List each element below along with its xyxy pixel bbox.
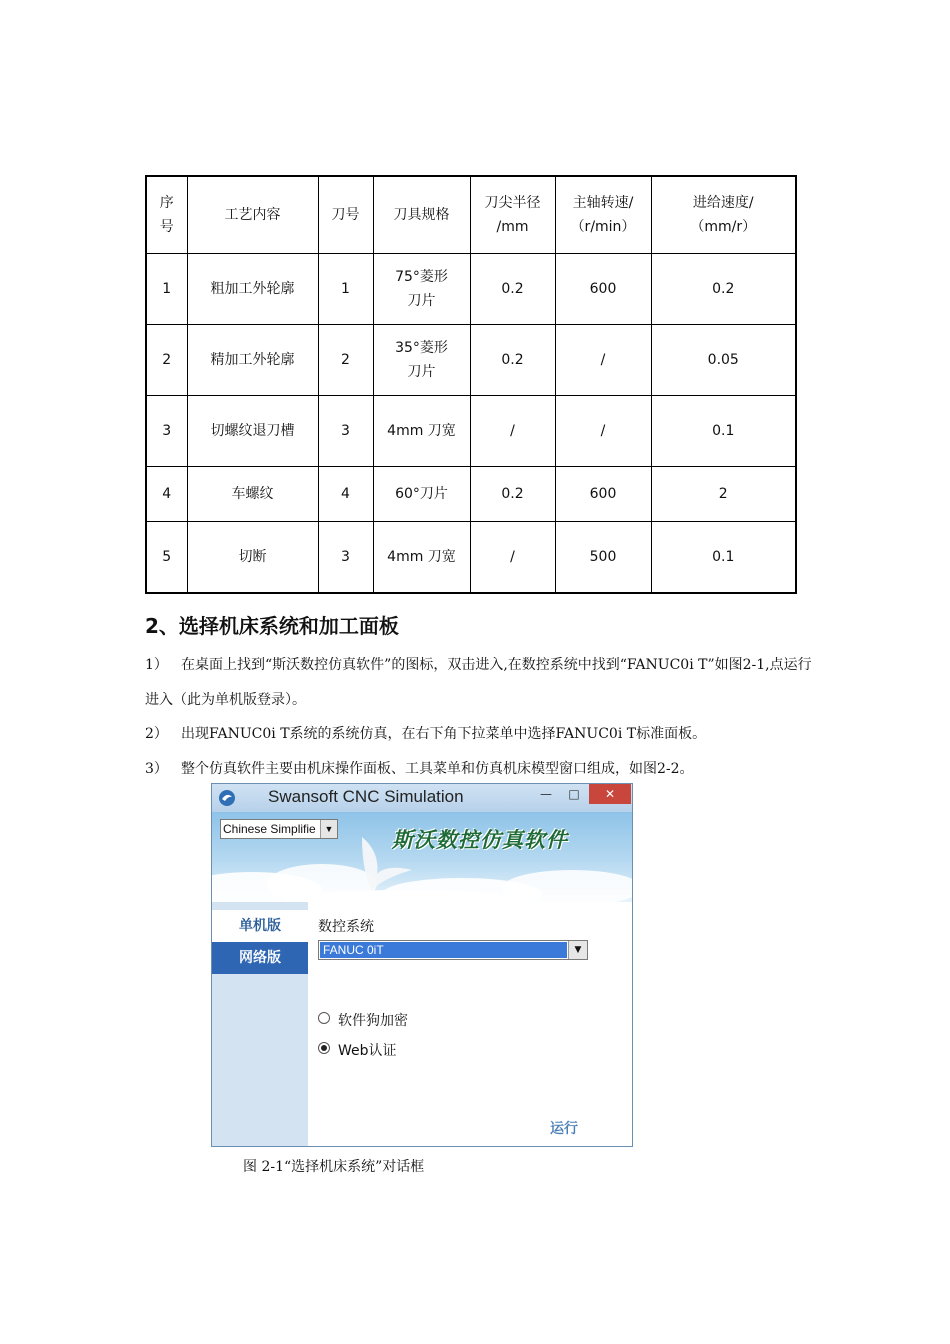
cnc-system-label: 数控系统 [318, 919, 374, 935]
cell-tool-no: 2 [318, 325, 373, 396]
cell-tool-no: 3 [318, 396, 373, 467]
minimize-icon[interactable]: — [540, 787, 552, 801]
cell-radius: / [470, 396, 555, 467]
cell-feed: 0.1 [651, 522, 796, 594]
radio-web-label: Web认证 [338, 1043, 397, 1059]
step-paragraph [145, 648, 815, 718]
sidebar-item-network[interactable]: 网络版 [212, 942, 308, 974]
table-row [146, 467, 796, 522]
run-button[interactable]: 运行 [550, 1121, 578, 1137]
cell-radius: / [470, 522, 555, 594]
header-radius: 刀尖半径 /mm [470, 176, 555, 254]
step-number: 2） [145, 726, 168, 742]
step-paragraph [145, 752, 815, 787]
radio-button-selected-icon[interactable] [318, 1042, 330, 1054]
header-tool-spec: 刀具规格 [373, 176, 470, 254]
cell-radius: 0.2 [470, 254, 555, 325]
radio-dongle-label: 软件狗加密 [338, 1013, 408, 1029]
cell-seq: 5 [146, 522, 187, 594]
cell-spindle: 600 [555, 467, 651, 522]
cell-seq: 3 [146, 396, 187, 467]
table-header-row [146, 176, 796, 254]
dialog-titlebar [212, 784, 632, 812]
step-number: 3） [145, 761, 168, 777]
header-seq: 序 号 [146, 176, 187, 254]
cnc-select-dialog-screenshot [211, 783, 633, 1147]
sidebar-item-standalone[interactable]: 单机版 [212, 910, 308, 942]
radio-button-icon[interactable] [318, 1012, 330, 1024]
process-table [145, 175, 797, 594]
step-paragraph [145, 717, 815, 752]
cell-seq: 2 [146, 325, 187, 396]
header-content: 工艺内容 [187, 176, 318, 254]
header-feed: 进给速度/ （mm/r） [651, 176, 796, 254]
cell-feed: 0.1 [651, 396, 796, 467]
cell-feed: 2 [651, 467, 796, 522]
cell-spindle: / [555, 396, 651, 467]
cell-spindle: / [555, 325, 651, 396]
cell-seq: 1 [146, 254, 187, 325]
cell-radius: 0.2 [470, 325, 555, 396]
cell-feed: 0.05 [651, 325, 796, 396]
cell-content: 切螺纹退刀槽 [187, 396, 318, 467]
cell-tool-spec: 4mm 刀宽 [373, 522, 470, 594]
cell-radius: 0.2 [470, 467, 555, 522]
header-tool-no: 刀号 [318, 176, 373, 254]
cell-tool-spec: 75°菱形 刀片 [373, 254, 470, 325]
cnc-system-value: FANUC 0iT [320, 942, 567, 958]
cell-tool-no: 1 [318, 254, 373, 325]
header-spindle: 主轴转速/ （r/min） [555, 176, 651, 254]
figure-caption: 图 2-1“选择机床系统”对话框 [243, 1159, 425, 1175]
cell-tool-spec: 4mm 刀宽 [373, 396, 470, 467]
cell-content: 切断 [187, 522, 318, 594]
maximize-icon[interactable]: □ [568, 787, 580, 801]
cell-tool-no: 4 [318, 467, 373, 522]
cell-spindle: 600 [555, 254, 651, 325]
cnc-system-select[interactable] [318, 940, 588, 960]
step-text: 出现FANUC0i T系统的系统仿真，在右下角下拉菜单中选择FANUC0i T标准面板。 [181, 726, 707, 742]
radio-dongle[interactable] [318, 1010, 408, 1030]
chevron-down-icon[interactable]: ▼ [320, 820, 337, 838]
step-text: 在桌面上找到“斯沃数控仿真软件”的图标，双击进入,在数控系统中找到“FANUC0i T”如图2-1,点运行进入（此为单机版登录）。 [145, 657, 812, 708]
dialog-banner [212, 812, 632, 902]
table-row [146, 522, 796, 594]
cell-feed: 0.2 [651, 254, 796, 325]
step-number: 1） [145, 657, 168, 673]
dialog-title: Swansoft CNC Simulation [268, 787, 464, 806]
chevron-down-icon[interactable]: ▼ [568, 941, 587, 959]
dialog-content [308, 902, 632, 1146]
table-row [146, 396, 796, 467]
section-heading: 2、选择机床系统和加工面板 [145, 614, 399, 638]
table-row [146, 325, 796, 396]
table-row [146, 254, 796, 325]
cell-spindle: 500 [555, 522, 651, 594]
language-select[interactable]: Chinese Simplifie ▼ [220, 819, 338, 839]
radio-web[interactable] [318, 1040, 397, 1060]
cell-tool-spec: 60°刀片 [373, 467, 470, 522]
cell-content: 粗加工外轮廓 [187, 254, 318, 325]
cell-content: 车螺纹 [187, 467, 318, 522]
cell-tool-no: 3 [318, 522, 373, 594]
dialog-sidebar [212, 902, 308, 1146]
swansoft-app-icon [218, 789, 236, 807]
step-text: 整个仿真软件主要由机床操作面板、工具菜单和仿真机床模型窗口组成，如图2-2。 [181, 761, 694, 777]
banner-title: 斯沃数控仿真软件 [392, 828, 568, 852]
cell-tool-spec: 35°菱形 刀片 [373, 325, 470, 396]
cell-content: 精加工外轮廓 [187, 325, 318, 396]
close-icon[interactable]: ✕ [589, 784, 631, 804]
cell-seq: 4 [146, 467, 187, 522]
